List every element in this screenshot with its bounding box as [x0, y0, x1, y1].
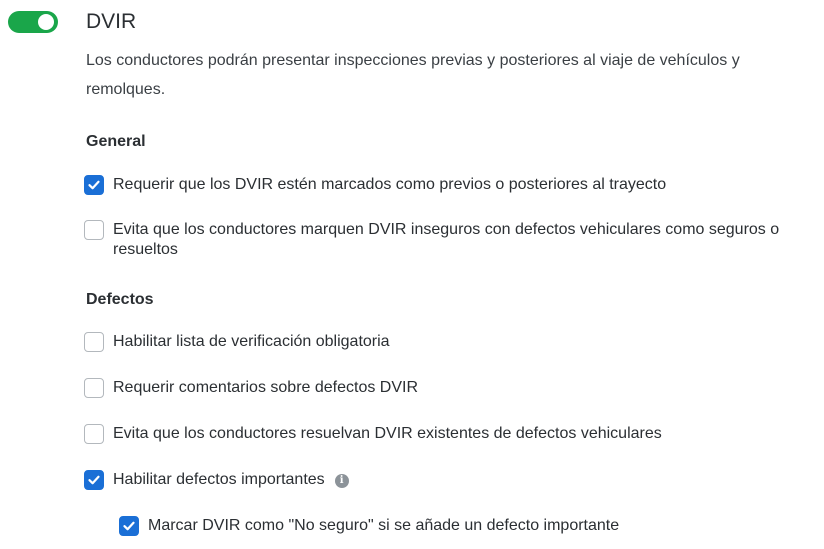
checkbox-unchecked[interactable]: [84, 424, 104, 444]
option-label: Marcar DVIR como "No seguro" si se añade un defecto importante: [148, 517, 620, 534]
option-label: Evita que los conductores resuelvan DVIR existentes de defectos vehiculares: [113, 425, 662, 442]
toggle-knob: [38, 14, 54, 30]
option-require-pre-post-trip[interactable]: [84, 175, 820, 195]
option-label: [113, 470, 349, 490]
info-icon[interactable]: i: [335, 474, 349, 488]
section-heading-general: General: [86, 133, 146, 150]
option-require-defect-comments[interactable]: [84, 378, 820, 398]
option-prevent-resolve-existing[interactable]: [84, 424, 820, 444]
checkbox-unchecked[interactable]: [84, 220, 104, 240]
checkbox-unchecked[interactable]: [84, 378, 104, 398]
option-prevent-mark-unsafe-as-safe[interactable]: [84, 220, 820, 260]
option-mark-unsafe-on-major-defect[interactable]: [119, 516, 819, 536]
option-mandatory-checklist[interactable]: [84, 332, 820, 352]
option-label: Requerir comentarios sobre defectos DVIR: [113, 379, 419, 396]
option-label-text: Habilitar defectos importantes: [113, 471, 325, 488]
checkbox-checked[interactable]: [84, 175, 104, 195]
section-heading-defects: Defectos: [86, 291, 154, 308]
option-label: Evita que los conductores marquen DVIR inseguros con defectos vehiculares como seguros o resueltos: [113, 221, 780, 258]
option-label: Habilitar lista de verificación obligatoria: [113, 333, 390, 350]
checkbox-checked[interactable]: [119, 516, 139, 536]
feature-description: Los conductores podrán presentar inspecciones previas y posteriores al viaje de vehículos y remolques.: [86, 52, 740, 98]
checkbox-checked[interactable]: [84, 470, 104, 490]
option-label: Requerir que los DVIR estén marcados como previos o posteriores al trayecto: [113, 176, 667, 193]
option-enable-major-defects[interactable]: [84, 470, 820, 490]
dvir-enable-toggle[interactable]: [8, 11, 58, 33]
checkbox-unchecked[interactable]: [84, 332, 104, 352]
feature-title: DVIR: [86, 10, 137, 33]
